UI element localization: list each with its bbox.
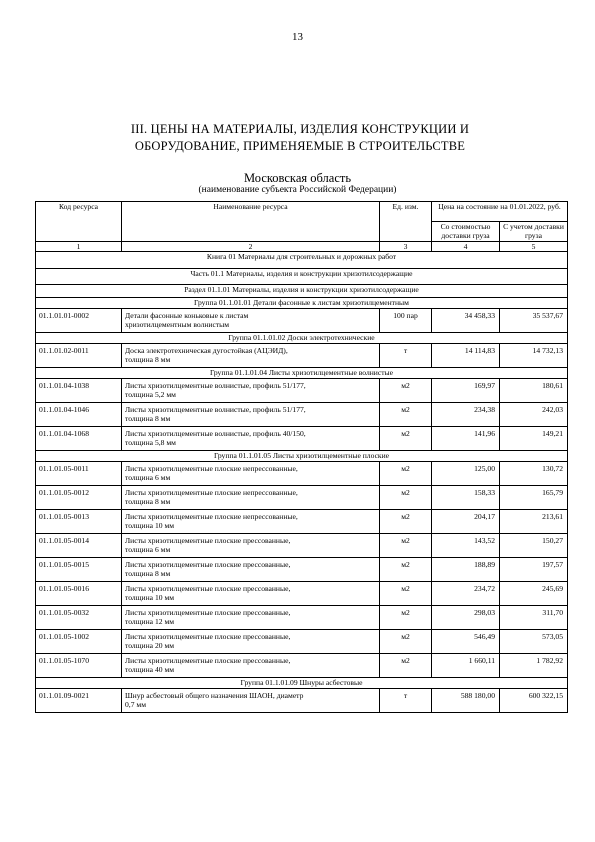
resource-code: 01.1.01.09-0021	[36, 689, 122, 713]
price-total: 165,79	[500, 486, 568, 510]
resource-name	[122, 427, 380, 451]
resource-code: 01.1.01.05-0013	[36, 510, 122, 534]
resource-name-line: толщина 8 мм	[125, 355, 171, 365]
price-total: 130,72	[500, 462, 568, 486]
resource-name	[122, 534, 380, 558]
price-total: 213,61	[500, 510, 568, 534]
group-row	[36, 298, 568, 309]
table-row	[36, 534, 568, 558]
section-title: Раздел 01.1.01 Материалы, изделия и конструкции хризотилсодержащие	[36, 285, 568, 298]
resource-code: 01.1.01.01-0002	[36, 309, 122, 333]
resource-code: 01.1.01.02-0011	[36, 344, 122, 368]
resource-name-line: Листы хризотилцементные волнистые, профиль 40/150,	[125, 429, 306, 439]
header-unit: Ед. изм.	[380, 202, 432, 242]
resource-code: 01.1.01.05-0014	[36, 534, 122, 558]
region-caption: (наименование субъекта Российской Федерации)	[198, 185, 397, 195]
resource-name-line: Листы хризотилцементные плоские непрессованные,	[125, 464, 298, 474]
price-with-delivery: 143,52	[432, 534, 500, 558]
table-row	[36, 462, 568, 486]
price-with-delivery: 1 660,11	[432, 654, 500, 678]
resource-name-line: Листы хризотилцементные волнистые, профиль 51/177,	[125, 381, 306, 391]
group-row	[36, 333, 568, 344]
resource-name	[122, 606, 380, 630]
table-row	[36, 309, 568, 333]
resource-name	[122, 630, 380, 654]
resource-code: 01.1.01.05-0015	[36, 558, 122, 582]
header-name: Наименование ресурса	[122, 202, 380, 242]
resource-code: 01.1.01.04-1046	[36, 403, 122, 427]
price-with-delivery: 34 458,33	[432, 309, 500, 333]
resource-name	[122, 558, 380, 582]
resource-name	[122, 582, 380, 606]
group-title: Группа 01.1.01.04 Листы хризотилцементные волнистые	[36, 368, 568, 379]
table-row	[36, 510, 568, 534]
price-with-delivery: 14 114,83	[432, 344, 500, 368]
resource-name-line: Детали фасонные коньковые к листам	[125, 311, 249, 321]
price-with-delivery: 188,89	[432, 558, 500, 582]
group-row	[36, 451, 568, 462]
resource-name-line: толщина 6 мм	[125, 545, 171, 555]
unit-of-measure: м2	[380, 606, 432, 630]
price-total: 14 732,13	[500, 344, 568, 368]
group-title: Группа 01.1.01.01 Детали фасонные к листам хризотилцементным	[36, 298, 568, 309]
resource-name-line: толщина 40 мм	[125, 665, 175, 675]
group-row	[36, 368, 568, 379]
resource-name	[122, 309, 380, 333]
price-total: 311,70	[500, 606, 568, 630]
resource-name-line: Листы хризотилцементные плоские прессованные,	[125, 584, 291, 594]
resource-code: 01.1.01.05-1002	[36, 630, 122, 654]
price-table	[35, 201, 568, 713]
unit-of-measure: м2	[380, 654, 432, 678]
table-row	[36, 558, 568, 582]
resource-name	[122, 486, 380, 510]
resource-name-line: толщина 8 мм	[125, 414, 171, 424]
table-row	[36, 630, 568, 654]
column-number: 1	[36, 242, 122, 252]
resource-name-line: толщина 8 мм	[125, 569, 171, 579]
unit-of-measure: м2	[380, 403, 432, 427]
resource-code: 01.1.01.05-0012	[36, 486, 122, 510]
header-price: Цена на состояние на 01.01.2022, руб.	[432, 202, 568, 222]
price-with-delivery: 234,38	[432, 403, 500, 427]
resource-name-line: Листы хризотилцементные плоские непрессованные,	[125, 488, 298, 498]
price-with-delivery: 169,97	[432, 379, 500, 403]
header-code: Код ресурса	[36, 202, 122, 242]
unit-of-measure: м2	[380, 462, 432, 486]
price-with-delivery: 298,03	[432, 606, 500, 630]
resource-name-line: Шнур асбестовый общего назначения ШАОН, диаметр	[125, 691, 304, 701]
resource-name	[122, 379, 380, 403]
resource-code: 01.1.01.05-0032	[36, 606, 122, 630]
resource-name	[122, 689, 380, 713]
column-number: 2	[122, 242, 380, 252]
resource-name-line: 0,7 мм	[125, 700, 147, 710]
resource-name-line: толщина 8 мм	[125, 497, 171, 507]
price-total: 197,57	[500, 558, 568, 582]
table-row	[36, 654, 568, 678]
resource-name-line: толщина 20 мм	[125, 641, 175, 651]
group-row	[36, 678, 568, 689]
unit-of-measure: м2	[380, 379, 432, 403]
resource-name-line: Листы хризотилцементные волнистые, профиль 51/177,	[125, 405, 306, 415]
unit-of-measure: м2	[380, 427, 432, 451]
unit-of-measure: м2	[380, 510, 432, 534]
resource-code: 01.1.01.04-1068	[36, 427, 122, 451]
resource-name-line: Листы хризотилцементные плоские прессованные,	[125, 560, 291, 570]
resource-name	[122, 654, 380, 678]
unit-of-measure: м2	[380, 486, 432, 510]
book-title: Книга 01 Материалы для строительных и дорожных работ	[36, 252, 568, 269]
resource-code: 01.1.01.05-0016	[36, 582, 122, 606]
header-with-vat: Со стоимостью доставки груза	[432, 222, 500, 242]
price-total: 600 322,15	[500, 689, 568, 713]
unit-of-measure: т	[380, 689, 432, 713]
price-with-delivery: 204,17	[432, 510, 500, 534]
resource-name-line: толщина 5,8 мм	[125, 438, 176, 448]
group-title: Группа 01.1.01.02 Доски электротехнические	[36, 333, 568, 344]
resource-code: 01.1.01.05-1070	[36, 654, 122, 678]
resource-name-line: толщина 5,2 мм	[125, 390, 176, 400]
price-total: 35 537,67	[500, 309, 568, 333]
resource-name-line: Листы хризотилцементные плоские прессованные,	[125, 632, 291, 642]
unit-of-measure: м2	[380, 558, 432, 582]
group-title: Группа 01.1.01.09 Шнуры асбестовые	[36, 678, 568, 689]
price-with-delivery: 125,00	[432, 462, 500, 486]
unit-of-measure: т	[380, 344, 432, 368]
table-row	[36, 403, 568, 427]
price-with-delivery: 234,72	[432, 582, 500, 606]
resource-name-line: Листы хризотилцементные плоские прессованные,	[125, 656, 291, 666]
column-number: 4	[432, 242, 500, 252]
price-total: 149,21	[500, 427, 568, 451]
column-number: 5	[500, 242, 568, 252]
resource-name-line: Листы хризотилцементные плоские прессованные,	[125, 536, 291, 546]
resource-name	[122, 462, 380, 486]
table-row	[36, 379, 568, 403]
table-row	[36, 486, 568, 510]
unit-of-measure: 100 пар	[380, 309, 432, 333]
price-with-delivery: 158,33	[432, 486, 500, 510]
price-total: 245,69	[500, 582, 568, 606]
page-number: 13	[292, 31, 303, 43]
resource-name-line: толщина 6 мм	[125, 473, 171, 483]
region-name: Московская область	[243, 171, 352, 185]
resource-name-line: Доска электротехническая дугостойкая (АЦЭИД),	[125, 346, 288, 356]
header-without-vat: С учетом доставки груза	[500, 222, 568, 242]
table-row	[36, 689, 568, 713]
group-title: Группа 01.1.01.05 Листы хризотилцементные плоские	[36, 451, 568, 462]
price-total: 150,27	[500, 534, 568, 558]
resource-name	[122, 510, 380, 534]
price-total: 1 782,92	[500, 654, 568, 678]
resource-name-line: Листы хризотилцементные плоские непрессованные,	[125, 512, 298, 522]
unit-of-measure: м2	[380, 630, 432, 654]
resource-name-line: толщина 12 мм	[125, 617, 175, 627]
resource-code: 01.1.01.04-1038	[36, 379, 122, 403]
resource-name-line: Листы хризотилцементные плоские прессованные,	[125, 608, 291, 618]
part-title: Часть 01.1 Материалы, изделия и конструкции хризотилсодержащие	[36, 269, 568, 285]
resource-name-line: толщина 10 мм	[125, 521, 175, 531]
title-line-2: ОБОРУДОВАНИЕ, ПРИМЕНЯЕМЫЕ В СТРОИТЕЛЬСТВЕ	[134, 139, 466, 153]
unit-of-measure: м2	[380, 534, 432, 558]
resource-name-line: хризотилцементным волнистым	[125, 320, 230, 330]
table-row	[36, 606, 568, 630]
resource-name-line: толщина 10 мм	[125, 593, 175, 603]
resource-name	[122, 403, 380, 427]
price-with-delivery: 588 180,00	[432, 689, 500, 713]
resource-code: 01.1.01.05-0011	[36, 462, 122, 486]
title-line-1: III. ЦЕНЫ НА МАТЕРИАЛЫ, ИЗДЕЛИЯ КОНСТРУКЦИИ И	[130, 122, 470, 136]
page-title	[60, 121, 540, 155]
price-total: 180,61	[500, 379, 568, 403]
price-total: 573,05	[500, 630, 568, 654]
resource-name	[122, 344, 380, 368]
unit-of-measure: м2	[380, 582, 432, 606]
price-with-delivery: 141,96	[432, 427, 500, 451]
price-with-delivery: 546,49	[432, 630, 500, 654]
price-total: 242,03	[500, 403, 568, 427]
column-number: 3	[380, 242, 432, 252]
table-row	[36, 344, 568, 368]
table-row	[36, 427, 568, 451]
table-row	[36, 582, 568, 606]
